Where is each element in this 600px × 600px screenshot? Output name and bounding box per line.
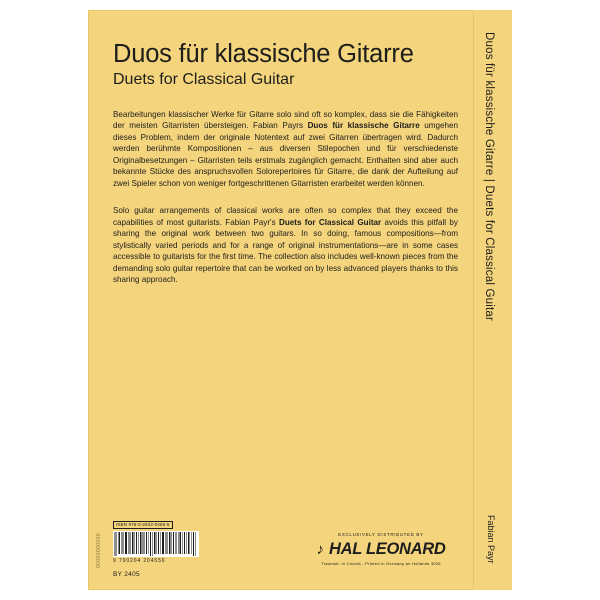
book-back-cover (88, 10, 512, 590)
hal-leonard-logo (306, 540, 456, 559)
music-note-icon: ♪ (316, 541, 324, 558)
barcode-image (113, 531, 199, 557)
description-german: Bearbeitungen klassischer Werke für Gitarre solo sind oft so komplex, dass sie die Fähigkeiten der meisten Gitarristen übersteigen. Fabian Payrs Duos für klassische Gitarre umgehen dieses Problem, indem der originale Notentext auf zwei Gitarren übertragen wird. Dadurch werden berühmte Kompositionen – aus diversen Stilepochen und für verschiedenste Originalbesetzungen – Gitarristen teils erstmals zugänglich gemacht. Enthalten sind aber auch bekannte Stücke des anspruchsvollen Solorepertoires für Gitarre, die dank der Aufteilung auf zwei Spieler schon von weniger fortgeschrittenen Gitarristen erarbeitet werden können. (113, 110, 458, 188)
catalog-number: BY 2405 (113, 571, 140, 578)
spine-title: Duos für klassische Gitarre | Duets for Classical Guitar (483, 32, 495, 321)
distributor-label: EXCLUSIVELY DISTRIBUTED BY (338, 532, 424, 537)
publisher-block (306, 532, 456, 566)
ean-number: 9 790204 204556 (113, 558, 166, 564)
page-title: Duos für klassische Gitarre (113, 40, 414, 68)
cover-text-block (113, 30, 458, 302)
publisher-name: HAL LEONARD (329, 540, 446, 558)
barcode-block (113, 513, 199, 564)
isbn-label: ISBN 978-0-2942-0455-6 (113, 521, 173, 529)
publisher-imprint-line: Traumstr. in Chords - Printed in Germany an Hollands 3026 (321, 561, 441, 566)
spine-author: Fabian Payr (486, 515, 496, 564)
description-english: Solo guitar arrangements of classical works are often so complex that they exceed the capabilities of most guitarists. Fabian Payr's Duets for Classical Guitar avoids this pitfall by sharing the original work between two guitars. In so doing, famous compositions—from stylistically varied periods and for a range of original instrumentations—are in some cases accessible to guitarists for the first time. The collection also includes well-known pieces from the demanding solo guitar repertoire that can be worked on by less advanced players thanks to this sharing approach. (113, 206, 458, 285)
book-spine (473, 10, 512, 590)
page-subtitle: Duets for Classical Guitar (113, 71, 295, 88)
side-code: 00000000000 (96, 533, 102, 568)
